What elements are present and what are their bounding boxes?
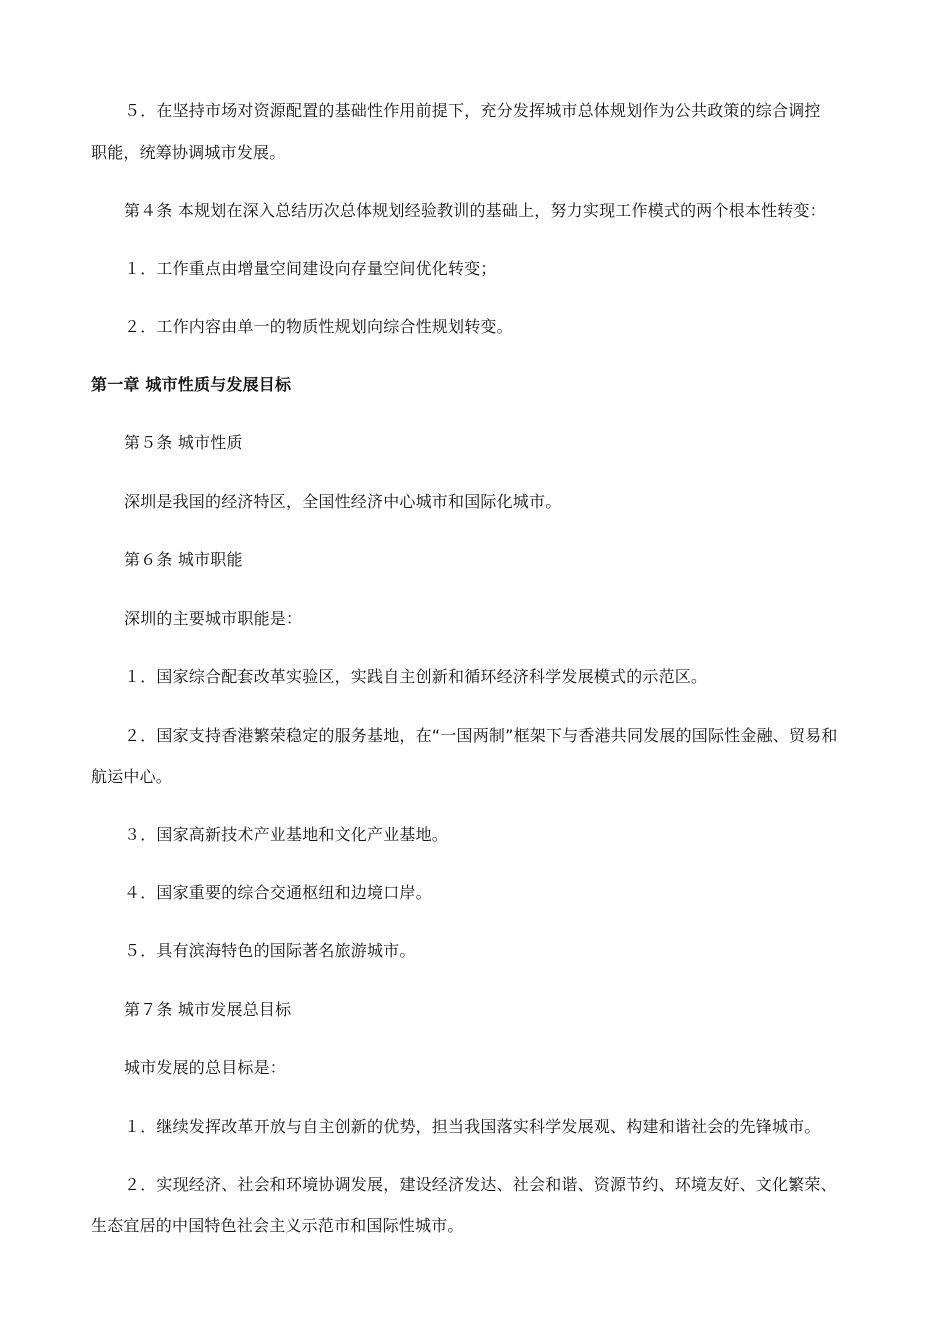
paragraph-item-5-line2: 职能，统筹协调城市发展。 [91, 143, 286, 162]
article-4: 第４条 本规划在深入总结历次总体规划经验教训的基础上，努力实现工作模式的两个根本性转变： [124, 201, 826, 220]
function-item-5: ５．具有滨海特色的国际著名旅游城市。 [124, 941, 416, 960]
function-item-3: ３．国家高新技术产业基地和文化产业基地。 [124, 825, 449, 844]
article-6-title: 第６条 城市职能 [124, 550, 243, 569]
shift-item-1: １．工作重点由增量空间建设向存量空间优化转变； [124, 259, 497, 278]
function-item-2-line1: ２．国家支持香港繁荣稳定的服务基地，在“一国两制”框架下与香港共同发展的国际性金融、贸易和 [124, 726, 838, 745]
function-item-2-line2: 航运中心。 [91, 767, 173, 786]
shift-item-2: ２．工作内容由单一的物质性规划向综合性规划转变。 [124, 317, 513, 336]
paragraph-item-5-line1: ５．在坚持市场对资源配置的基础性作用前提下，充分发挥城市总体规划作为公共政策的综合调控 [124, 101, 821, 120]
goal-item-2-line1: ２．实现经济、社会和环境协调发展，建设经济发达、社会和谐、资源节约、环境友好、文化繁荣、 [124, 1175, 837, 1194]
article-7-intro: 城市发展的总目标是： [124, 1058, 287, 1077]
function-item-1: １．国家综合配套改革实验区，实践自主创新和循环经济科学发展模式的示范区。 [124, 667, 708, 686]
article-5-title: 第５条 城市性质 [124, 433, 243, 452]
function-item-4: ４．国家重要的综合交通枢纽和边境口岸。 [124, 883, 432, 902]
goal-item-2-line2: 生态宜居的中国特色社会主义示范市和国际性城市。 [91, 1216, 464, 1235]
chapter-heading: 第一章 城市性质与发展目标 [91, 375, 292, 394]
article-7-title: 第７条 城市发展总目标 [124, 1000, 292, 1019]
goal-item-1: １．继续发挥改革开放与自主创新的优势，担当我国落实科学发展观、构建和谐社会的先锋城市。 [124, 1117, 821, 1136]
article-6-intro: 深圳的主要城市职能是： [124, 609, 303, 628]
article-5-text: 深圳是我国的经济特区，全国性经济中心城市和国际化城市。 [124, 492, 562, 511]
